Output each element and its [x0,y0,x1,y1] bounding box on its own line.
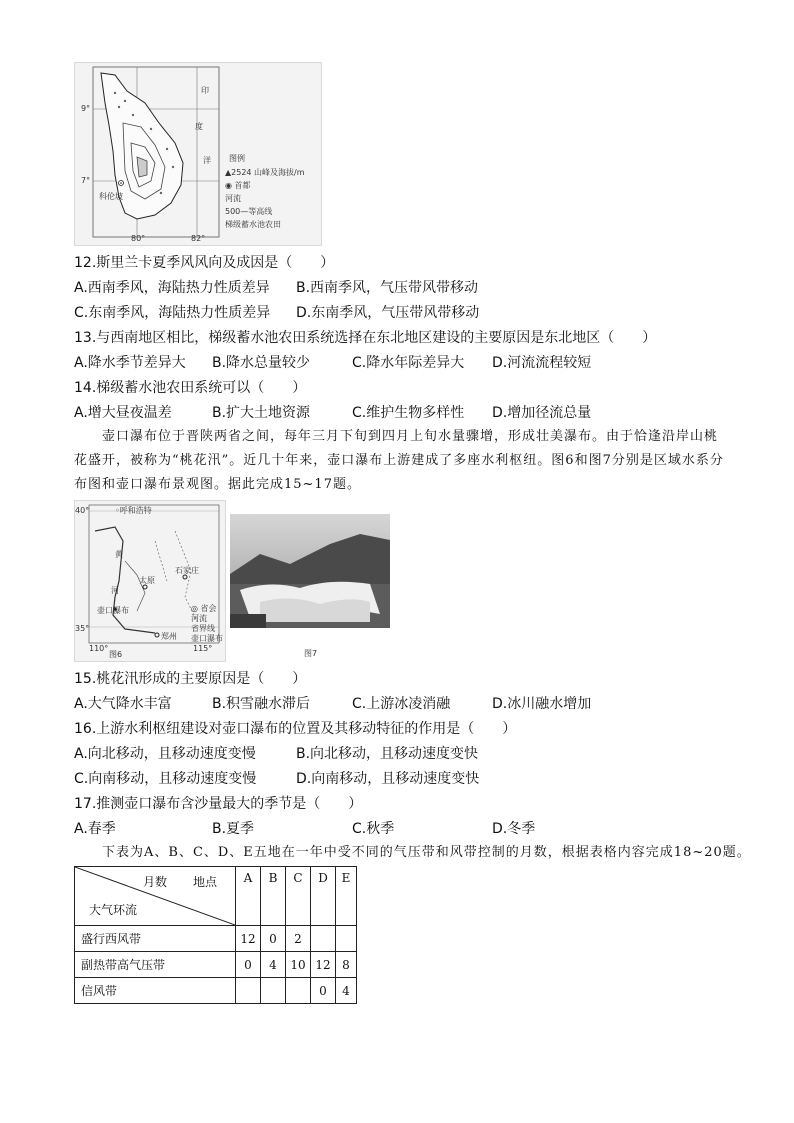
q17-option-b[interactable]: B.夏季 [212,821,255,837]
cell [336,926,357,952]
q15-option-b[interactable]: B.积雪融水滞后 [212,696,311,712]
cell: 10 [286,952,311,978]
sri-lanka-map-svg [75,63,321,245]
q16-stem: 16.上游水利枢纽建设对壶口瀑布的位置及其移动特征的作用是（ ） [74,721,517,737]
q13-option-c[interactable]: C.降水年际差异大 [352,355,465,371]
legend-title: 图例 [229,154,245,163]
place-hukou: 壶口瀑布 [97,606,129,615]
row-label-trade-winds: 信风带 [75,978,236,1004]
q17-option-a[interactable]: A.春季 [74,821,116,837]
cell: 12 [311,952,336,978]
table-row [75,978,357,1004]
figure-sri-lanka-map [74,62,322,246]
fig6-legend-falls: 壶口瀑布 [191,634,223,643]
lon-82-label: 82° [191,234,206,243]
cell [286,978,311,1004]
cell: 4 [336,978,357,1004]
river-char-2: 河 [111,586,119,595]
figure7-svg [230,514,392,660]
river-char-1: 黄 [115,550,123,559]
q15-option-c[interactable]: C.上游冰凌消融 [352,696,451,712]
col-header-c: C [286,867,311,926]
figure6-river-map [74,500,226,662]
col-header-d: D [311,867,336,926]
circulation-table [74,866,357,1004]
place-shijiazhuang: 石家庄 [175,566,199,575]
table-row [75,926,357,952]
fig6-legend-border: 省界线 [191,624,215,633]
figure7-photo-panel [230,514,392,660]
sea-char-2: 度 [195,122,203,131]
q17-option-d[interactable]: D.冬季 [492,821,536,837]
q16-option-d[interactable]: D.向南移动，且移动速度变快 [296,771,480,787]
q13-option-a[interactable]: A.降水季节差异大 [74,355,186,371]
q13-stem: 13.与西南地区相比，梯级蓄水池农田系统选择在东北地区建设的主要原因是东北地区（ ） [74,330,657,346]
q13-option-d[interactable]: D.河流流程较短 [492,355,592,371]
q12-option-b[interactable]: B.西南季风，气压带风带移动 [296,280,479,296]
fig6-legend-capital: ◎ 省会 [191,604,217,613]
sea-char-3: 洋 [203,156,211,165]
cell: 0 [261,926,286,952]
q17-option-c[interactable]: C.秋季 [352,821,395,837]
q14-option-d[interactable]: D.增加径流总量 [492,405,592,421]
col-header-e: E [336,867,357,926]
lat-7-label: 7° [81,176,91,185]
place-taiyuan: 太原 [139,576,155,585]
q14-stem: 14.梯级蓄水池农田系统可以（ ） [74,380,307,396]
place-huhehaote: ◦呼和浩特 [115,506,152,515]
fig6-lat-35: 35° [75,624,90,633]
q15-stem: 15.桃花汛形成的主要原因是（ ） [74,671,307,687]
header-circulation: 大气环流 [89,903,138,917]
table-row [75,952,357,978]
q12-option-a[interactable]: A.西南季风，海陆热力性质差异 [74,280,270,296]
cell [261,978,286,1004]
legend-terrace: 梯级蓄水池农田 [225,220,281,229]
q16-option-a[interactable]: A.向北移动，且移动速度变慢 [74,746,256,762]
fig6-lon-110: 110° [89,644,109,653]
q14-option-b[interactable]: B.扩大土地资源 [212,405,311,421]
header-place: 地点 [193,875,218,889]
cell [236,978,261,1004]
row-label-subtropical-high: 副热带高气压带 [75,952,236,978]
q14-option-c[interactable]: C.维护生物多样性 [352,405,465,421]
diagonal-header-cell [75,867,236,926]
legend-peak: ▲2524 山峰及海拔/m [225,168,305,177]
q17-stem: 17.推测壶口瀑布含沙量最大的季节是（ ） [74,796,363,812]
passage-table-intro-text: 下表为A、B、C、D、E五地在一年中受不同的气压带和风带控制的月数，根据表格内容完成18~20题。 [102,845,751,860]
col-header-b: B [261,867,286,926]
cell: 8 [336,952,357,978]
cell: 4 [261,952,286,978]
cell: 0 [236,952,261,978]
legend-contour: 500—等高线 [225,207,273,216]
city-colombo-label: 科伦坡 [99,192,123,201]
q14-option-a[interactable]: A.增大昼夜温差 [74,405,172,421]
header-months: 月数 [143,875,168,889]
fig6-lat-40: 40° [75,506,90,515]
col-header-a: A [236,867,261,926]
passage-hukou-text: 壶口瀑布位于晋陕两省之间，每年三月下旬到四月上旬水量骤增，形成壮美瀑布。由于恰逢沿岸山桃花盛开，被称为“桃花汛”。近几十年来，壶口瀑布上游建成了多座水利枢纽。图6和图7分别是区域水系分布图和壶口瀑布景观图。据此完成15~17题。 [74,429,724,492]
legend-capital: ◉ 首都 [225,181,251,190]
lon-80-label: 80° [131,234,146,243]
legend-river: 河流 [225,194,241,203]
q16-option-b[interactable]: B.向北移动，且移动速度变快 [296,746,479,762]
table-header-row [75,867,357,926]
row-label-westerlies: 盛行西风带 [75,926,236,952]
cell: 0 [311,978,336,1004]
fig6-lon-115: 115° [193,644,213,653]
q12-stem: 12.斯里兰卡夏季风风向及成因是（ ） [74,255,335,271]
figure6-svg [75,501,225,661]
q15-option-a[interactable]: A.大气降水丰富 [74,696,172,712]
fig7-caption: 图7 [304,649,318,658]
place-zhengzhou: 郑州 [161,632,177,641]
cell: 12 [236,926,261,952]
q12-option-c[interactable]: C.东南季风，海陆热力性质差异 [74,305,271,321]
cell: 2 [286,926,311,952]
passage-hukou [74,425,724,497]
lat-9-label: 9° [81,104,91,113]
q16-option-c[interactable]: C.向南移动，且移动速度变慢 [74,771,257,787]
q13-option-b[interactable]: B.降水总量较少 [212,355,311,371]
q15-option-d[interactable]: D.冰川融水增加 [492,696,592,712]
cell [311,926,336,952]
sea-char-1: 印 [201,86,209,95]
q12-option-d[interactable]: D.东南季风，气压带风带移动 [296,305,480,321]
passage-table-intro [74,841,764,865]
fig6-caption: 图6 [109,650,123,659]
fig6-legend-river: 河流 [191,614,207,623]
